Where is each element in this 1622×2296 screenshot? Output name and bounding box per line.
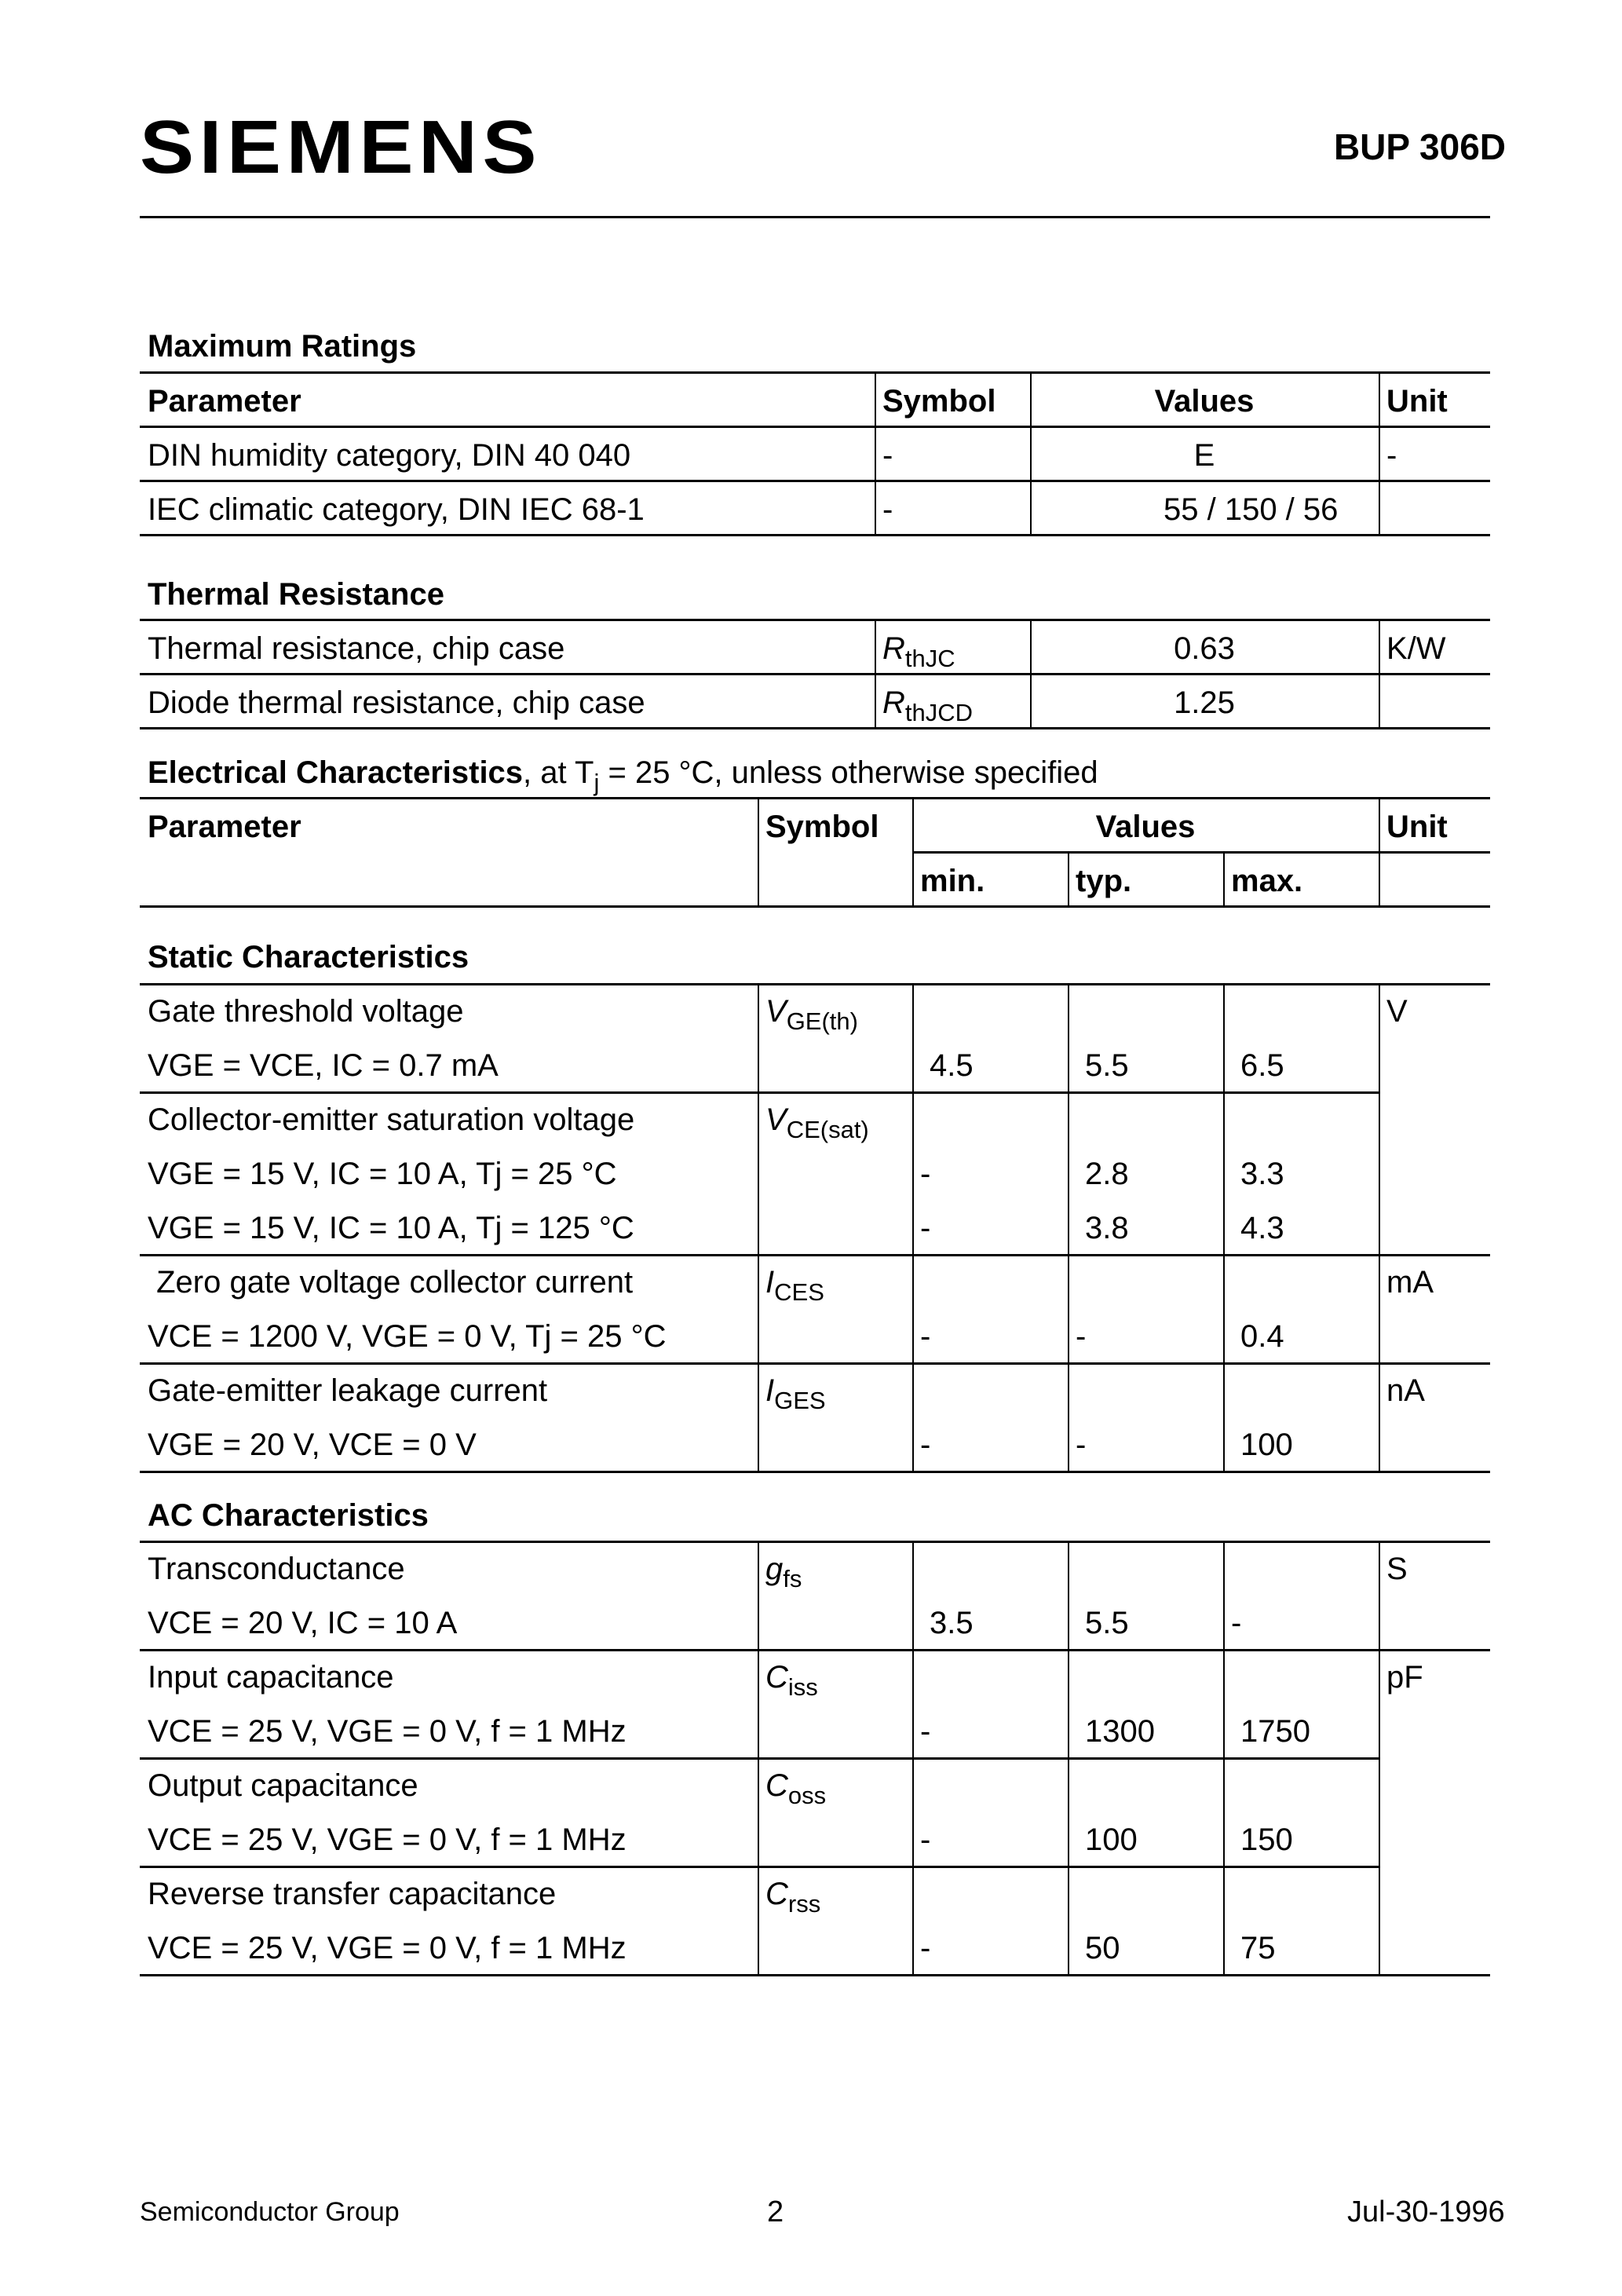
- column-divider: [875, 619, 876, 727]
- typ-value: 3.8: [1085, 1211, 1129, 1245]
- table-rule: [140, 1757, 1379, 1760]
- symbol-vcesat: $V_{CE(sat)}$: [765, 1102, 869, 1143]
- condition-gfs: VCE = 20 V, IC = 10 A: [148, 1606, 458, 1640]
- typ-value: -: [1076, 1428, 1087, 1462]
- condition-coss: VCE = 25 V, VGE = 0 V, f = 1 MHz: [148, 1823, 627, 1857]
- part-number: BUP 306D: [1333, 126, 1506, 167]
- min-value: -: [920, 1211, 931, 1245]
- column-divider: [758, 983, 759, 1471]
- condition-ices: VCE = 1200 V, VGE = 0 V, Tj = 25 °C: [148, 1319, 667, 1354]
- typ-value: 2.8: [1085, 1157, 1129, 1191]
- unit-cell: K/W: [1386, 631, 1446, 666]
- column-divider: [1379, 797, 1380, 905]
- thermal-title: Thermal Resistance: [148, 577, 444, 612]
- symbol-cell: -: [882, 438, 893, 473]
- column-divider: [1223, 983, 1225, 1471]
- header-unit: Unit: [1386, 384, 1448, 419]
- max-value: 100: [1240, 1428, 1293, 1462]
- param-vce-sat: Collector-emitter saturation voltage: [148, 1102, 635, 1137]
- header-typ: typ.: [1076, 864, 1132, 898]
- table-rule: [140, 619, 1490, 621]
- table-rule: [140, 1974, 1490, 1976]
- symbol-crss: $C_{rss}$: [765, 1877, 821, 1918]
- typ-value: 1300: [1085, 1714, 1155, 1749]
- unit-cell: S: [1386, 1552, 1408, 1586]
- table-rule: [140, 1649, 1490, 1651]
- column-divider: [1223, 851, 1225, 905]
- table-rule: [140, 1541, 1490, 1543]
- column-divider: [1223, 1541, 1225, 1974]
- symbol-gfs: $g_{fs}$: [765, 1552, 802, 1592]
- header-max: max.: [1231, 864, 1303, 898]
- min-value: -: [920, 1319, 931, 1354]
- header-min: min.: [920, 864, 985, 898]
- param-ices: Zero gate voltage collector current: [148, 1265, 634, 1300]
- max-value: 150: [1240, 1823, 1293, 1857]
- ac-title: AC Characteristics: [148, 1498, 429, 1533]
- typ-value: 50: [1085, 1931, 1120, 1965]
- unit-cell: pF: [1386, 1660, 1423, 1695]
- param-thermal-resistance: Thermal resistance, chip case: [148, 631, 565, 666]
- column-divider: [1379, 371, 1380, 534]
- header-parameter: Parameter: [148, 384, 301, 419]
- min-value: 4.5: [930, 1048, 974, 1083]
- condition-iges: VGE = 20 V, VCE = 0 V: [148, 1428, 477, 1462]
- typ-value: 100: [1085, 1823, 1138, 1857]
- typ-value: 5.5: [1085, 1048, 1129, 1083]
- param-iec-climatic: IEC climatic category, DIN IEC 68-1: [148, 492, 645, 527]
- unit-cell: -: [1386, 438, 1397, 473]
- param-iges: Gate-emitter leakage current: [148, 1373, 548, 1408]
- header-symbol: Symbol: [882, 384, 996, 419]
- max-value: 75: [1240, 1931, 1276, 1965]
- param-input-capacitance: Input capacitance: [148, 1660, 394, 1695]
- value-cell: 1.25: [1174, 686, 1235, 720]
- table-rule: [912, 851, 1490, 854]
- max-value: 4.3: [1240, 1211, 1284, 1245]
- header-values: Values: [1095, 810, 1196, 844]
- max-value: -: [1231, 1606, 1242, 1640]
- min-value: -: [920, 1931, 931, 1965]
- footer-date: Jul-30-1996: [1347, 2195, 1505, 2228]
- electrical-title: Electrical Characteristics, at $T_j = 25$ °C, unless otherwise specified: [148, 755, 1098, 796]
- table-rule: [140, 534, 1490, 536]
- table-rule: [140, 1362, 1490, 1365]
- min-value: -: [920, 1714, 931, 1749]
- typ-value: -: [1076, 1319, 1087, 1354]
- param-reverse-transfer-capacitance: Reverse transfer capacitance: [148, 1877, 557, 1911]
- footer-company: Semiconductor Group: [140, 2197, 400, 2227]
- page-number: 2: [767, 2195, 784, 2228]
- param-diode-thermal-resistance: Diode thermal resistance, chip case: [148, 686, 645, 720]
- static-title: Static Characteristics: [148, 940, 469, 974]
- max-value: 1750: [1240, 1714, 1310, 1749]
- min-value: -: [920, 1823, 931, 1857]
- value-cell: E: [1193, 438, 1215, 473]
- symbol-vgeth: $V_{GE(th)}$: [765, 994, 858, 1035]
- column-divider: [758, 1541, 759, 1974]
- column-divider: [1068, 1541, 1069, 1974]
- condition-crss: VCE = 25 V, VGE = 0 V, f = 1 MHz: [148, 1931, 627, 1965]
- header-parameter: Parameter: [148, 810, 301, 844]
- column-divider: [875, 371, 876, 534]
- max-ratings-title: Maximum Ratings: [148, 329, 417, 364]
- symbol-ciss: $C_{iss}$: [765, 1660, 818, 1701]
- param-gate-threshold: Gate threshold voltage: [148, 994, 464, 1029]
- table-rule: [140, 426, 1490, 428]
- min-value: -: [920, 1157, 931, 1191]
- table-rule: [140, 727, 1490, 729]
- unit-cell: mA: [1386, 1265, 1434, 1300]
- symbol-cell: -: [882, 492, 893, 527]
- min-value: -: [920, 1428, 931, 1462]
- unit-cell: V: [1386, 994, 1408, 1029]
- column-divider: [912, 983, 914, 1471]
- column-divider: [912, 1541, 914, 1974]
- column-divider: [1068, 851, 1069, 905]
- param-output-capacitance: Output capacitance: [148, 1768, 418, 1803]
- symbol-rthjc: $R_{thJC}$: [882, 631, 955, 672]
- condition-vce-sat-25: VGE = 15 V, IC = 10 A, Tj = 25 °C: [148, 1157, 617, 1191]
- table-rule: [140, 1254, 1490, 1256]
- column-divider: [758, 797, 759, 905]
- column-divider: [1068, 983, 1069, 1471]
- max-value: 6.5: [1240, 1048, 1284, 1083]
- unit-cell: nA: [1386, 1373, 1425, 1408]
- table-rule: [140, 1471, 1490, 1473]
- max-value: 3.3: [1240, 1157, 1284, 1191]
- header-symbol: Symbol: [765, 810, 879, 844]
- table-rule: [140, 480, 1490, 482]
- column-divider: [1379, 983, 1380, 1471]
- table-rule: [140, 797, 1490, 799]
- siemens-logo: SIEMENS: [140, 105, 542, 189]
- table-rule: [140, 1866, 1379, 1868]
- symbol-coss: $C_{oss}$: [765, 1768, 827, 1809]
- header-rule: [140, 216, 1490, 218]
- value-cell: 0.63: [1174, 631, 1235, 666]
- table-rule: [140, 1091, 1379, 1094]
- value-cell: 55 / 150 / 56: [1164, 492, 1339, 527]
- column-divider: [1379, 619, 1380, 727]
- header-values: Values: [1154, 384, 1255, 419]
- condition-gate-threshold: VGE = VCE, IC = 0.7 mA: [148, 1048, 499, 1083]
- param-transconductance: Transconductance: [148, 1552, 405, 1586]
- table-rule: [140, 371, 1490, 374]
- symbol-iges: $I_{GES}$: [765, 1373, 826, 1414]
- header-unit: Unit: [1386, 810, 1448, 844]
- min-value: 3.5: [930, 1606, 974, 1640]
- max-value: 0.4: [1240, 1319, 1284, 1354]
- table-rule: [140, 983, 1490, 985]
- column-divider: [1379, 1541, 1380, 1974]
- symbol-rthjcd: $R_{thJCD}$: [882, 686, 974, 726]
- symbol-ices: $I_{CES}$: [765, 1265, 824, 1306]
- condition-ciss: VCE = 25 V, VGE = 0 V, f = 1 MHz: [148, 1714, 627, 1749]
- condition-vce-sat-125: VGE = 15 V, IC = 10 A, Tj = 125 °C: [148, 1211, 634, 1245]
- table-rule: [140, 673, 1490, 675]
- table-rule: [140, 905, 1490, 908]
- typ-value: 5.5: [1085, 1606, 1129, 1640]
- param-din-humidity: DIN humidity category, DIN 40 040: [148, 438, 631, 473]
